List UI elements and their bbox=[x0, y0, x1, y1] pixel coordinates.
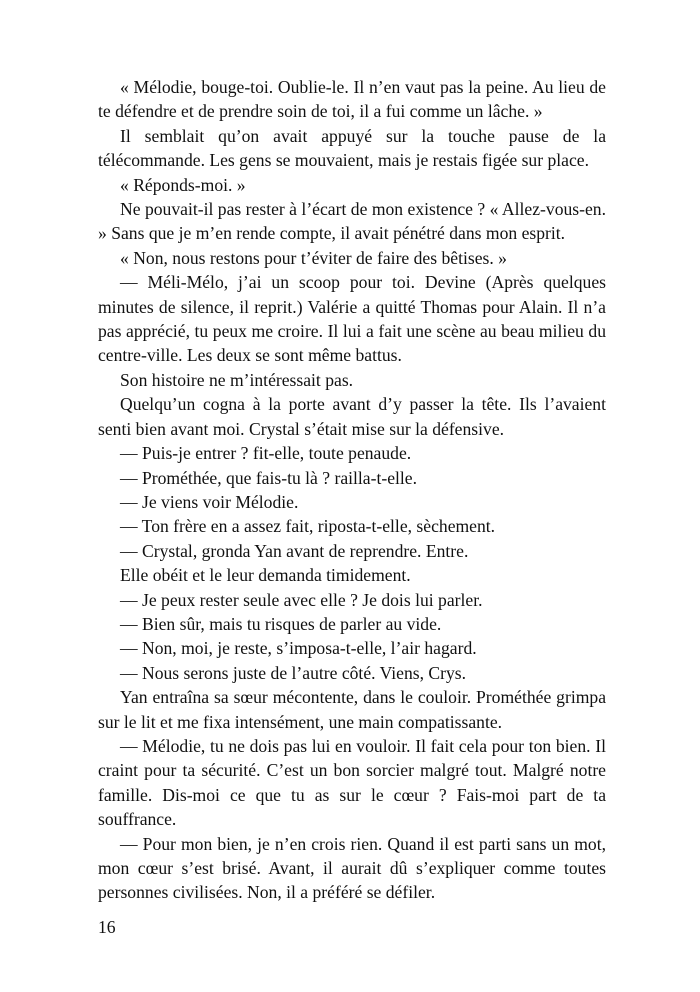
dialogue-line: — Crystal, gronda Yan avant de reprendre. Entre. bbox=[120, 540, 469, 561]
paragraph: Il semblait qu’on avait appuyé sur la touche pause de la télécommande. Les gens se mouvaient, mais je restais figée sur place. bbox=[98, 125, 606, 171]
paragraph: — Méli-Mélo, j’ai un scoop pour toi. Devine (Après quelques minutes de silence, il reprit.) Valérie a quitté Thomas pour Alain. Il n’a pas apprécié, tu peux me croire. Il lui a fait une scène au beau milieu du centre-ville. Les deux se sont même battus. bbox=[98, 272, 606, 366]
paragraph: Ne pouvait-il pas rester à l’écart de mon existence ? « Allez-vous-en. » Sans que je m’en rende compte, il avait pénétré dans mon esprit. bbox=[98, 199, 606, 244]
dialogue-line: — Non, moi, je reste, s’imposa-t-elle, l’air hagard. bbox=[120, 638, 477, 659]
paragraph: « Réponds-moi. » bbox=[120, 174, 246, 195]
paragraph: Yan entraîna sa sœur mécontente, dans le couloir. Prométhée grimpa sur le lit et me fixa intensément, une main compatissante. bbox=[98, 687, 606, 732]
paragraph: Quelqu’un cogna à la porte avant d’y passer la tête. Ils l’avaient senti bien avant moi. Crystal s’était mise sur la défensive. bbox=[98, 394, 606, 439]
dialogue-line: — Mélodie, tu ne dois pas lui en vouloir. Il fait cela pour ton bien. Il craint pour ta sécurité. C’est un bon sorcier malgré tout. Malgré notre famille. Dis-moi ce que tu as sur le cœur ? Fais-moi part de ta souffrance. bbox=[98, 735, 606, 830]
dialogue-line: — Je viens voir Mélodie. bbox=[120, 491, 299, 512]
dialogue-line: — Bien sûr, mais tu risques de parler au vide. bbox=[120, 613, 442, 634]
dialogue-line: — Nous serons juste de l’autre côté. Viens, Crys. bbox=[120, 662, 467, 683]
dialogue-line: — Pour mon bien, je n’en crois rien. Quand il est parti sans un mot, mon cœur s’est brisé. Avant, il aurait dû s’expliquer comme toutes personnes civilisées. Non, il a préféré se défiler. bbox=[98, 833, 606, 903]
paragraph: Elle obéit et le leur demanda timidement. bbox=[120, 565, 411, 586]
dialogue-line: — Ton frère en a assez fait, riposta-t-elle, sèchement. bbox=[120, 516, 496, 537]
paragraph: « Non, nous restons pour t’éviter de faire des bêtises. » bbox=[120, 247, 507, 268]
paragraph: Son histoire ne m’intéressait pas. bbox=[120, 369, 354, 390]
dialogue-line: — Je peux rester seule avec elle ? Je dois lui parler. bbox=[120, 589, 483, 610]
paragraph: « Mélodie, bouge-toi. Oublie-le. Il n’en vaut pas la peine. Au lieu de te défendre et de prendre soin de toi, il a fui comme un lâche. » bbox=[98, 77, 606, 122]
book-page-text bbox=[98, 75, 606, 905]
dialogue-line: — Prométhée, que fais-tu là ? railla-t-elle. bbox=[120, 467, 418, 488]
page-number: 16 bbox=[98, 917, 116, 937]
dialogue-line: — Puis-je entrer ? fit-elle, toute penaude. bbox=[120, 443, 412, 464]
